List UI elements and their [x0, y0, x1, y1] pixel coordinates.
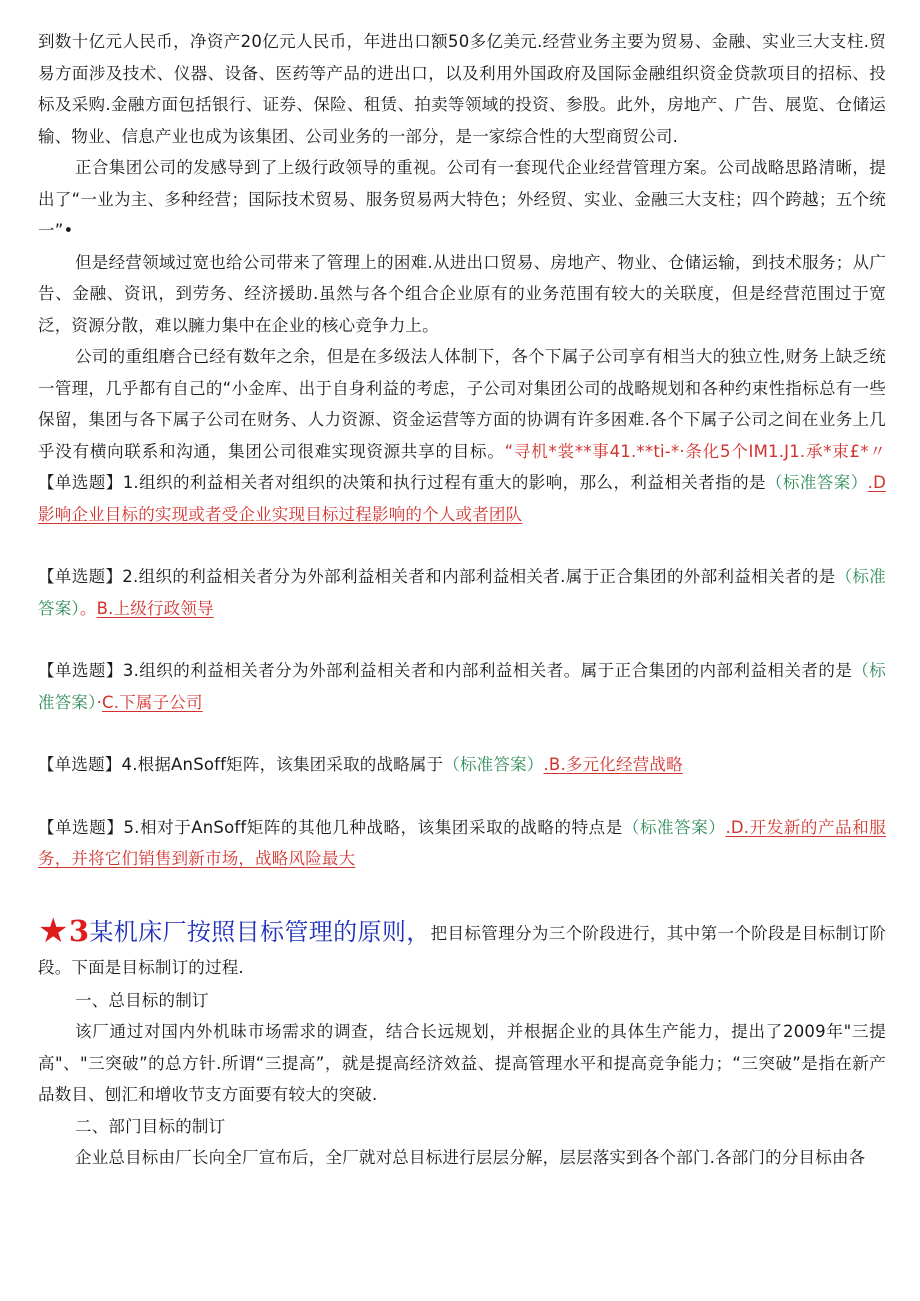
spacer [38, 624, 886, 655]
paragraph-department-goal: 企业总目标由厂长向全厂宣布后，全厂就对总目标进行层层分解，层层落实到各个部门.各部门的分目标由各 [75, 1148, 866, 1167]
spacer [38, 875, 886, 906]
document-page [38, 26, 886, 1174]
question-4-text: 【单选题】4.根据AnSoff矩阵，该集团采取的战略属于 [38, 755, 444, 774]
paragraph-company-overview: 到数十亿元人民币，净资产20亿元人民币，年进出口额50多亿美元.经营业务主要为贸易、金融、实业三大支柱.贸易方面涉及技术、仪器、设备、医药等产品的进出口，以及利用外国政府及国际金融组织资金贷款项目的招标、投标及采购.金融方面包括银行、证券、保险、租赁、拍卖等领域的投资、参股。此外，房地产、广告、展览、仓储运输、物业、信息产业也成为该集团、公司业务的一部分，是一家综合性的大型商贸公司. [38, 32, 886, 146]
question-2-answer: B.上级行政领导 [96, 598, 214, 618]
section-3-text: 把目标管理分为三个阶段进行，其中第一个阶段是目标制订阶段。下面是目标制订的过程. [38, 923, 886, 977]
question-2-answer-tag: （标准答案） [38, 567, 886, 618]
question-5 [38, 812, 886, 875]
question-5-answer-tag: （标准答案） [622, 817, 726, 837]
garbled-text: “寻机*裳**事41.**ti-*·条化5个IM1.J1.承*束£*〃 [504, 441, 886, 461]
paragraph-strategy: 正合集团公司的发感导到了上级行政领导的重视。公司有一套现代企业经营管理方案。公司战略思路清晰，提出了“一业为主、多种经营；国际技术贸易、服务贸易两大特色；外经贸、实业、金融三大支柱；四个跨越；五个统一”• [38, 158, 886, 240]
question-3-answer-tag: （标准答案） [38, 661, 887, 712]
subheading-department-goal: 二、部门目标的制订 [75, 1116, 226, 1136]
star-icon: ★ [38, 910, 69, 951]
question-4-answer: .B.多元化经营战略 [543, 755, 683, 774]
question-4-answer-tag: （标准答案） [443, 755, 544, 774]
paragraph-overall-goal: 该厂通过对国内外机昧市场需求的调查，结合长远规划，并根据企业的具体生产能力，提出了2009年"三提高"、"三突破”的总方针.所谓“三提高”，就是提高经济效益、提高管理水平和提高竞争能力；“三突破”是指在新产品数目、刨汇和增收节支方面要有较大的突破. [38, 1022, 886, 1104]
question-3-text: 【单选题】3.组织的利益相关者分为外部利益相关者和内部利益相关者。属于正合集团的内部利益相关者的是 [38, 661, 853, 680]
section-number: 3 [68, 913, 90, 948]
section-heading: 某机床厂按照目标管理的原则， [89, 917, 431, 946]
question-2-separator: 。 [79, 598, 97, 618]
spacer [38, 530, 886, 561]
question-2-text: 【单选题】2.组织的利益相关者分为外部利益相关者和内部利益相关者.属于正合集团的外部利益相关者的是 [38, 567, 836, 586]
question-1-answer-tag: （标准答案） [765, 473, 868, 492]
question-3-answer: C.下属子公司 [102, 692, 203, 712]
question-2 [38, 561, 886, 624]
section-3-intro [38, 910, 886, 985]
paragraph-management-difficulty: 但是经营领域过宽也给公司带来了管理上的困难.从进出口贸易、房地产、物业、仓储运输，到技术服务；从广告、金融、资讯，到劳务、经济援助.虽然与各个组合企业原有的业务范围有较大的关联度，但是经营范围过于宽泛，资源分散，难以臃力集中在企业的核心竞争力上。 [38, 252, 886, 335]
question-3 [38, 655, 886, 718]
question-3-separator: · [96, 692, 103, 712]
paragraph-restructuring [38, 341, 886, 530]
question-4 [38, 749, 886, 781]
paragraph-restructuring-text: 公司的重组磨合已经有数年之余，但是在多级法人体制下，各个下属子公司享有相当大的独立性,财务上缺乏统一管理，几乎都有自己的“小金库、出于自身利益的考虑，子公司对集团公司的战略规划和各种约束性指标总有一些保留，集团与各下属子公司在财务、人力资源、资金运营等方面的协调有许多困难.各个下属子公司之间在业务上几乎没有横向联系和沟通，集团公司很难实现资源共享的目标。 [38, 347, 886, 461]
question-1-answer: .D影响企业目标的实现或者受企业实现目标过程影响的个人或者团队 [38, 473, 886, 524]
spacer [38, 781, 886, 812]
question-5-answer: .D.开发新的产品和服务，并将它们销售到新市场，战略风险最大 [38, 817, 886, 868]
subheading-overall-goal: 一、总目标的制订 [75, 990, 209, 1010]
question-5-text: 【单选题】5.相对于AnSoff矩阵的其他几种战略，该集团采取的战略的特点是 [38, 817, 623, 837]
question-1-text: 【单选题】1.组织的利益相关者对组织的决策和执行过程有重大的影响，那么，利益相关者指的是 [38, 473, 766, 492]
spacer [38, 718, 886, 749]
